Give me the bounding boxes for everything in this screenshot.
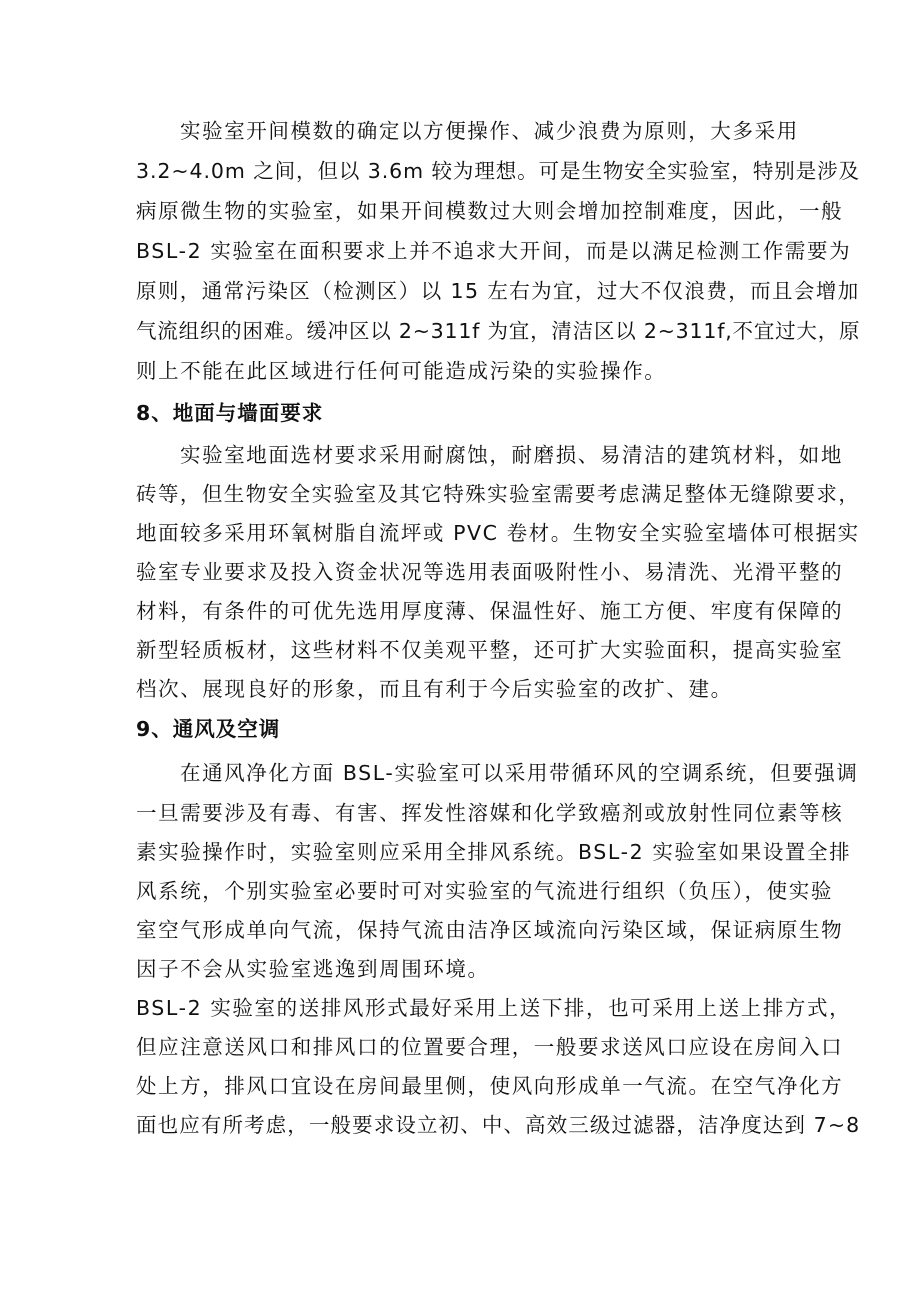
text-line: 实验室开间模数的确定以方便操作、减少浪费为原则，大多采用 [180,119,799,143]
text-line: 验室专业要求及投入资金状况等选用表面吸附性小、易清洗、光滑平整的 [136,560,844,584]
text-line: 档次、展现良好的形象，而且有利于今后实验室的改扩、建。 [136,677,733,701]
text-line: 3.2~4.0m 之间，但以 3.6m 较为理想。可是生物安全实验室，特别是涉及 [136,159,860,183]
text-line: 室空气形成单向气流，保持气流由洁净区域流向污染区域，保证病原生物 [136,918,844,942]
text-line: 原则，通常污染区（检测区）以 15 左右为宜，过大不仅浪费，而且会增加 [136,279,860,303]
text-line: 气流组织的困难。缓冲区以 2~311f 为宜，清洁区以 2~311f,不宜过大，原 [136,319,861,343]
text-line: 实验室地面选材要求采用耐腐蚀，耐磨损、易清洁的建筑材料，如地 [180,443,843,467]
text-line: 但应注意送风口和排风口的位置要合理，一般要求送风口应设在房间入口 [136,1035,844,1059]
text-line: 风系统，个别实验室必要时可对实验室的气流进行组织（负压），使实验 [136,879,833,903]
text-line: 因子不会从实验室逃逸到周围环境。 [136,957,490,981]
text-line: BSL-2 实验室的送排风形式最好采用上送下排，也可采用上送上排方式， [136,996,852,1020]
section-heading-8: 8、地面与墙面要求 [136,401,324,425]
text-line: 面也应有所考虑，一般要求设立初、中、高效三级过滤器，洁净度达到 7~8 [136,1113,861,1137]
text-line: 新型轻质板材，这些材料不仅美观平整，还可扩大实验面积，提高实验室 [136,638,844,662]
text-line: BSL-2 实验室在面积要求上并不追求大开间，而是以满足检测工作需要为 [136,239,852,263]
section-heading-9: 9、通风及空调 [136,717,281,741]
text-line: 素实验操作时，实验室则应采用全排风系统。BSL-2 实验室如果设置全排 [136,840,852,864]
text-line: 病原微生物的实验室，如果开间模数过大则会增加控制难度，因此，一般 [136,199,844,223]
text-line: 则上不能在此区域进行任何可能造成污染的实验操作。 [136,359,667,383]
text-line: 材料，有条件的可优先选用厚度薄、保温性好、施工方便、牢度有保障的 [136,599,844,623]
text-line: 一旦需要涉及有毒、有害、挥发性溶媒和化学致癌剂或放射性同位素等核 [136,801,844,825]
text-line: 砖等，但生物安全实验室及其它特殊实验室需要考虑满足整体无缝隙要求， [136,482,861,506]
text-line: 在通风净化方面 BSL-实验室可以采用带循环风的空调系统，但要强调 [180,761,859,785]
text-line: 地面较多采用环氧树脂自流坪或 PVC 卷材。生物安全实验室墙体可根据实 [136,521,860,545]
text-line: 处上方，排风口宜设在房间最里侧，使风向形成单一气流。在空气净化方 [136,1074,844,1098]
